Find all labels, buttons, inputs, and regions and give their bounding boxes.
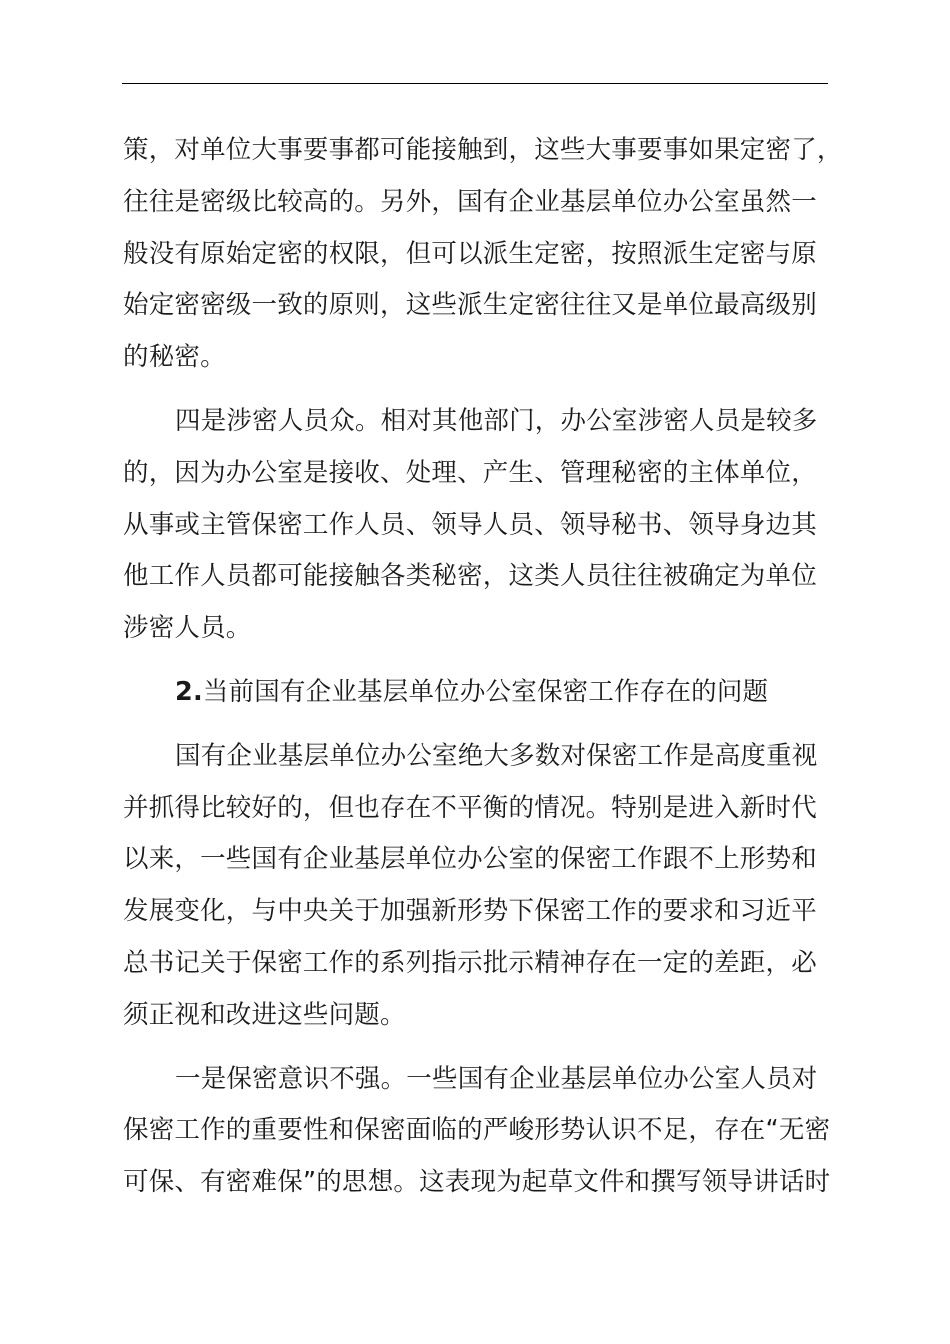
- heading-number: 2.: [175, 676, 203, 707]
- document-body: [123, 125, 843, 1209]
- text-line: 并抓得比较好的，但也存在不平衡的情况。特别是进入新时代: [123, 792, 817, 823]
- text-line: 涉密人员。: [123, 613, 252, 644]
- paragraph-awareness: [123, 1054, 833, 1209]
- text-line: 从事或主管保密工作人员、领导人员、领导秘书、领导身边其: [123, 509, 817, 540]
- text-line: 须正视和改进这些问题。: [123, 999, 406, 1030]
- text-line: 可保、有密难保”的思想。这表现为起草文件和撰写领导讲话时: [123, 1167, 831, 1198]
- heading-text: 当前国有企业基层单位办公室保密工作存在的问题: [202, 676, 769, 707]
- text-line: 一是保密意识不强。一些国有企业基层单位办公室人员对: [175, 1063, 818, 1094]
- section-heading: [123, 667, 833, 719]
- paragraph-problems-overview: [123, 731, 833, 1042]
- text-line: 往往是密级比较高的。另外，国有企业基层单位办公室虽然一: [123, 186, 817, 217]
- text-line: 般没有原始定密的权限，但可以派生定密，按照派生定密与原: [123, 238, 817, 269]
- header-rule: [122, 83, 828, 84]
- paragraph-confidentiality-level: [123, 125, 843, 384]
- text-line: 四是涉密人员众。相对其他部门，办公室涉密人员是较多: [175, 405, 818, 436]
- text-line: 总书记关于保密工作的系列指示批示精神存在一定的差距，必: [123, 947, 817, 978]
- paragraph-personnel: [123, 396, 833, 655]
- text-line: 以来，一些国有企业基层单位办公室的保密工作跟不上形势和: [123, 844, 817, 875]
- text-line: 的秘密。: [123, 342, 226, 373]
- text-line: 国有企业基层单位办公室绝大多数对保密工作是高度重视: [175, 740, 818, 771]
- heading-line: [123, 667, 833, 719]
- text-line: 始定密密级一致的原则，这些派生定密往往又是单位最高级别: [123, 290, 817, 321]
- text-line: 发展变化，与中央关于加强新形势下保密工作的要求和习近平: [123, 896, 817, 927]
- text-line: 保密工作的重要性和保密面临的严峻形势认识不足，存在“无密: [123, 1115, 831, 1146]
- text-line: 策，对单位大事要事都可能接触到，这些大事要事如果定密了，: [123, 135, 843, 165]
- text-line: 他工作人员都可能接触各类秘密，这类人员往往被确定为单位: [123, 561, 817, 592]
- text-line: 的，因为办公室是接收、处理、产生、管理秘密的主体单位，: [123, 457, 817, 488]
